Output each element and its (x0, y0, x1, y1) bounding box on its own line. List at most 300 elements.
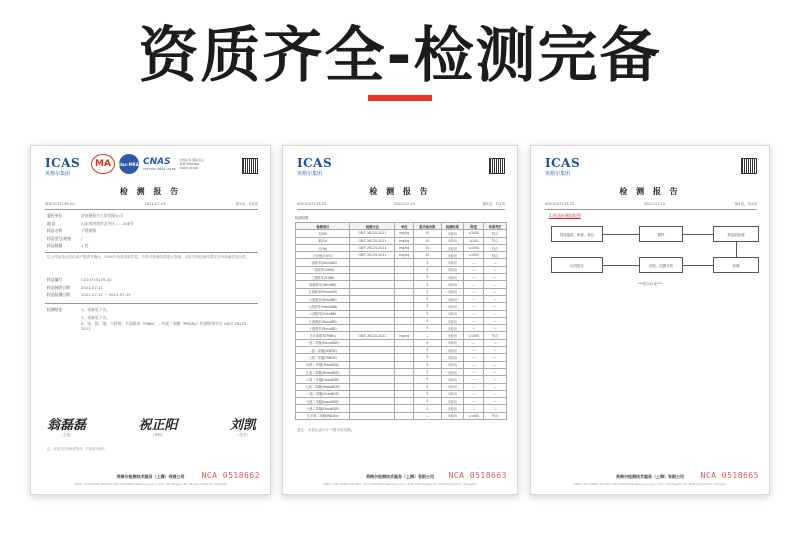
table-cell: 三溴二苯醚(TriBDE) (296, 354, 350, 361)
field-row: 样品型号/规格 / (47, 235, 83, 241)
table-cell (350, 368, 395, 375)
table-cell: — (484, 274, 507, 281)
flow-box-test: 检测 (713, 257, 759, 273)
table-row (296, 288, 507, 295)
table-cell: GB/T 26125-2011 (350, 244, 395, 251)
table-cell: 未检出 (441, 295, 464, 302)
signatures (47, 414, 256, 438)
table-cell: 未检出 (441, 376, 464, 383)
table-cell: — (484, 288, 507, 295)
table-cell: — (484, 354, 507, 361)
table-cell: — (484, 317, 507, 324)
nca-serial: NCA 0518662 (201, 471, 260, 480)
column-header: 限值 (464, 223, 484, 230)
table-cell (350, 354, 395, 361)
table-cell: ≤1000 (464, 230, 484, 237)
accreditation-marks (91, 154, 207, 174)
table-cell: — (484, 398, 507, 405)
table-cell: — (484, 368, 507, 375)
table-cell: — (414, 332, 441, 339)
flow-arrow (683, 234, 713, 235)
table-row (296, 361, 507, 368)
table-cell: — (464, 274, 484, 281)
table-cell: 符合 (484, 237, 507, 244)
logo-text: ICAS (545, 156, 581, 170)
table-cell: — (464, 405, 484, 412)
table-cell (395, 390, 414, 397)
table-row (296, 303, 507, 310)
report-date: 2021-07-13 (144, 202, 166, 206)
table-cell: — (464, 295, 484, 302)
table-row (296, 412, 507, 419)
table-cell (395, 376, 414, 383)
report-number: SHC2107139-22 (297, 202, 327, 206)
result-line: 3、铅、镉、锡、六价铬、多溴联苯（PBBs）、多溴二苯醚（PBDEs）检测结果符合 GB/T 26125-2011 (81, 321, 248, 331)
field-row: 样品接收日期 2021-07-11 (47, 284, 104, 290)
table-cell: — (484, 347, 507, 354)
table-row (296, 317, 507, 324)
table-cell (350, 317, 395, 324)
table-cell: GB/T 26125-2011 (350, 332, 395, 339)
table-cell: — (464, 376, 484, 383)
icas-logo (545, 156, 580, 177)
table-cell: 未检出 (441, 274, 464, 281)
table-cell (350, 361, 395, 368)
table-cell: 5 (414, 281, 441, 288)
results-block (47, 306, 256, 331)
table-cell: 符合 (484, 230, 507, 237)
report-title: 检 测 报 告 (619, 187, 681, 196)
table-cell (395, 281, 414, 288)
table-cell: mg/kg (395, 332, 414, 339)
table-cell: 5 (414, 376, 441, 383)
logo-cn: 英格尔集团 (45, 171, 71, 177)
table-cell: mg/kg (395, 252, 414, 259)
icas-logo (45, 156, 80, 177)
divider (45, 209, 258, 210)
table-cell: — (464, 339, 484, 346)
table-cell: 二溴二苯醚(DiBDE) (296, 347, 350, 354)
field-row: 委托单位 济南德星兴工贸有限公司 (47, 213, 123, 218)
table-cell (350, 303, 395, 310)
table-row (296, 339, 507, 346)
table-cell: ≤100 (464, 237, 484, 244)
table-cell: 5 (414, 354, 441, 361)
flow-arrow (603, 234, 639, 235)
company-address: Office: 021-54461 TEL/FAX: 021-57440578 www.icas.org.cn Add: 101 Pingjian Rd, Minhang District, Shanghai (323, 482, 477, 486)
field-row: 样品数量 1 套 (47, 243, 89, 248)
nca-serial: NCA 0518663 (448, 471, 507, 480)
table-cell: 10 (414, 237, 441, 244)
report-end-note: ***报告结束*** (638, 282, 662, 286)
table-cell: — (484, 361, 507, 368)
table-cell: 未检出 (441, 339, 464, 346)
table-cell: 一溴二苯醚(MonoBDE) (296, 339, 350, 346)
table-cell: 未检出 (441, 354, 464, 361)
table-cell: 未检出 (441, 398, 464, 405)
table-cell (395, 405, 414, 412)
table-cell: 未检出 (441, 412, 464, 419)
table-cell: — (464, 281, 484, 288)
table-cell: 二溴联苯(DiBB) (296, 266, 350, 273)
table-cell: — (464, 368, 484, 375)
table-cell: 一溴联苯(MonoBB) (296, 259, 350, 266)
table-cell (395, 339, 414, 346)
table-cell: — (464, 325, 484, 332)
field-row: 地 址 山东省济南市北中区……108号 (47, 220, 134, 226)
logo-cn: 英格尔集团 (545, 171, 571, 177)
table-cell: 三溴联苯(TriBB) (296, 274, 350, 281)
table-cell: — (484, 295, 507, 302)
table-cell: 四溴二苯醚(TetraBDE) (296, 361, 350, 368)
table-cell: 5 (414, 317, 441, 324)
page-number: 第2页，共4页 (482, 202, 505, 206)
signature-tester: 翁磊磊 (47, 418, 87, 433)
column-header: 检测方法 (350, 223, 395, 230)
field-row: 样品检测日期 2021-07-11 ~ 2021-07-19 (47, 292, 131, 297)
table-cell: 七溴二苯醚(HeptaBDE) (296, 383, 350, 390)
table-row (296, 281, 507, 288)
flow-box-prep: 制样 (639, 226, 683, 242)
table-cell (395, 412, 414, 419)
table-cell: GB/T 26125-2011 (350, 230, 395, 237)
table-cell: — (464, 259, 484, 266)
report-date: 2021-07-13 (643, 202, 665, 206)
table-cell: 5 (414, 398, 441, 405)
table-cell (395, 288, 414, 295)
table-cell: 未检出 (441, 259, 464, 266)
table-cell: 未检出 (441, 244, 464, 251)
table-cell: 符合 (484, 244, 507, 251)
result-line: 1、请参见下页。 (81, 307, 110, 312)
table-cell: 总多溴二苯醚(PBDEs) (296, 412, 350, 419)
table-cell: 5 (414, 405, 441, 412)
table-cell: — (414, 412, 441, 419)
report-page-2 (282, 145, 518, 495)
table-cell: 未检出 (441, 288, 464, 295)
table-cell: mg/kg (395, 230, 414, 237)
table-row (296, 390, 507, 397)
table-cell: 5 (414, 310, 441, 317)
flowchart-caption: 1.样品检测流程图 (549, 213, 581, 218)
table-cell: 5 (414, 361, 441, 368)
table-cell: — (484, 376, 507, 383)
table-row (296, 274, 507, 281)
icas-logo (297, 156, 332, 177)
qr-code-icon (741, 158, 757, 174)
signature-reviewer: 祝正阳 (138, 418, 178, 433)
report-page-1 (30, 145, 271, 495)
table-cell: 五溴联苯(PentaBB) (296, 288, 350, 295)
table-cell: 铅/Pb (296, 230, 350, 237)
table-cell: — (464, 383, 484, 390)
report-meta (297, 202, 505, 207)
table-cell: 未检出 (441, 332, 464, 339)
signature-caption: （签发） (235, 433, 250, 437)
table-cell: 未检出 (441, 252, 464, 259)
column-header: 报告检出限 (414, 223, 441, 230)
table-cell: 镉/Cd (296, 237, 350, 244)
table-caption: 检测结果： (295, 216, 312, 220)
qr-code-icon (242, 158, 258, 174)
table-cell: 5 (414, 295, 441, 302)
headline-underline (368, 95, 432, 101)
flow-arrow (683, 265, 713, 266)
table-cell (350, 259, 395, 266)
table-row (296, 230, 507, 237)
table-cell: 5 (414, 347, 441, 354)
table-cell: 九溴联苯(NonaBB) (296, 317, 350, 324)
table-cell: — (484, 266, 507, 273)
signature-approver: 刘凯 (229, 418, 256, 433)
report-title: 检 测 报 告 (369, 187, 431, 196)
table-cell: — (484, 383, 507, 390)
table-cell: GB/T 26125-2011 (350, 237, 395, 244)
field-row: 样品名称 不锈钢锅 (47, 228, 97, 233)
table-cell: — (464, 390, 484, 397)
column-header: 检测项目 (296, 223, 350, 230)
table-cell: — (464, 354, 484, 361)
table-row (296, 376, 507, 383)
table-cell (350, 295, 395, 302)
table-cell: — (464, 317, 484, 324)
page-number: 第4页，共4页 (734, 202, 757, 206)
logo-text: ICAS (45, 156, 81, 170)
table-cell: 未检出 (441, 281, 464, 288)
table-cell: 符合 (484, 332, 507, 339)
table-cell: 未检出 (441, 266, 464, 273)
table-cell: 未检出 (441, 310, 464, 317)
divider (45, 303, 258, 304)
table-cell: 未检出 (441, 361, 464, 368)
table-cell: — (464, 361, 484, 368)
table-cell: ≤1000 (464, 412, 484, 419)
table-cell: 5 (414, 266, 441, 273)
table-cell: 汞/Hg (296, 244, 350, 251)
table-cell: — (484, 390, 507, 397)
table-cell: — (484, 259, 507, 266)
table-note: 备注：未检出表示小于报告检出限。 (297, 428, 355, 432)
table-cell: 10 (414, 244, 441, 251)
table-cell (395, 354, 414, 361)
table-cell: 六溴联苯(HexaBB) (296, 295, 350, 302)
table-row (296, 383, 507, 390)
report-date: 2021-07-13 (393, 202, 415, 206)
table-cell: 未检出 (441, 368, 464, 375)
cnas-mark: CNAS (143, 157, 171, 167)
flow-box-receive: 样品接收、核查、登记 (551, 226, 603, 242)
table-cell: — (464, 398, 484, 405)
table-cell: — (464, 347, 484, 354)
table-cell: 5 (414, 368, 441, 375)
table-cell (350, 325, 395, 332)
flow-arrow (736, 242, 737, 257)
divider (545, 209, 757, 210)
table-cell (350, 310, 395, 317)
table-cell: 八溴二苯醚(OctaBDE) (296, 390, 350, 397)
table-cell: GB/T 26125-2011 (350, 252, 395, 259)
table-cell: ≤1000 (464, 252, 484, 259)
table-cell (350, 347, 395, 354)
company-address: Office: 021-54461 TEL/FAX: 021-57440578 www.icas.org.cn Add: 101 Pingjian Rd, Minhang District, Shanghai (74, 482, 227, 486)
report-meta (45, 202, 258, 207)
nca-serial: NCA 0518665 (700, 471, 759, 480)
results-table (295, 222, 507, 420)
table-cell (350, 266, 395, 273)
table-cell: ≤1000 (464, 332, 484, 339)
page-headline: 资质齐全-检测完备 (138, 21, 662, 91)
table-cell: 未检出 (441, 405, 464, 412)
table-row (296, 368, 507, 375)
table-cell (395, 259, 414, 266)
table-cell (395, 317, 414, 324)
company-address: Office: 021-54461 TEL/FAX: 021-57440578 www.icas.org.cn Add: 101 Pingjian Rd, Minhang District, Shanghai (573, 482, 727, 486)
table-cell (395, 274, 414, 281)
table-cell: 未检出 (441, 317, 464, 324)
table-cell: 5 (414, 383, 441, 390)
column-header: 结果判定 (484, 223, 507, 230)
table-cell: — (484, 281, 507, 288)
table-row (296, 398, 507, 405)
table-cell: 5 (414, 288, 441, 295)
sample-fields (47, 276, 256, 299)
table-cell: 未检出 (441, 383, 464, 390)
table-cell: 未检出 (441, 237, 464, 244)
table-cell (350, 398, 395, 405)
cma-mark: MA (91, 154, 115, 174)
table-cell: — (484, 405, 507, 412)
table-row (296, 259, 507, 266)
table-cell: mg/kg (395, 244, 414, 251)
table-cell (350, 376, 395, 383)
table-cell (395, 347, 414, 354)
client-notice: 以上样品及信息由客户提供并确认，ICAS不负责其真实性。不得对检测结果进行复制，本报告的检测结果仅对所检测样品负责。 (47, 255, 250, 259)
table-header-row (296, 223, 507, 230)
table-cell: 八溴联苯(OctaBB) (296, 310, 350, 317)
report-meta (545, 202, 757, 207)
table-cell (395, 295, 414, 302)
table-row (296, 295, 507, 302)
flow-box-pretreat: 样品前处理 (713, 226, 759, 242)
table-cell: 5 (414, 274, 441, 281)
table-row (296, 310, 507, 317)
table-cell: 七溴联苯(HeptaBB) (296, 303, 350, 310)
table-cell: mg/kg (395, 237, 414, 244)
table-cell (350, 412, 395, 419)
table-cell: 5 (414, 259, 441, 266)
table-cell (350, 405, 395, 412)
table-cell: 总多溴联苯(PBBs) (296, 332, 350, 339)
divider (297, 209, 505, 210)
table-row (296, 237, 507, 244)
logo-text: ICAS (297, 156, 333, 170)
table-cell: 六溴二苯醚(HexaBDE) (296, 376, 350, 383)
result-line: 2、请参见下页。 (81, 314, 110, 320)
table-cell: — (484, 325, 507, 332)
table-cell (350, 281, 395, 288)
table-cell: 十溴联苯(DecaBB) (296, 325, 350, 332)
column-header: 检测结果 (441, 223, 464, 230)
table-row (296, 244, 507, 251)
table-row (296, 347, 507, 354)
table-cell: — (464, 310, 484, 317)
table-cell: — (484, 339, 507, 346)
table-cell: 六价铬/Cr(VI) (296, 252, 350, 259)
flow-arrow (603, 265, 639, 266)
table-cell: 未检出 (441, 303, 464, 310)
table-cell: — (464, 303, 484, 310)
report-page-3 (530, 145, 770, 495)
cnas-caption: TESTING CNAS L5198 (143, 167, 176, 171)
logo-cn: 英格尔集团 (297, 171, 323, 177)
table-cell (350, 390, 395, 397)
table-cell (395, 383, 414, 390)
company-name: 英格尔检测技术服务（上海）有限公司 (116, 474, 185, 479)
ilac-mark: ilac-MRA (119, 154, 139, 174)
table-cell: 未检出 (441, 230, 464, 237)
table-row (296, 266, 507, 273)
table-cell: — (464, 288, 484, 295)
table-cell: 5 (414, 339, 441, 346)
table-row (296, 405, 507, 412)
table-cell: 未检出 (441, 347, 464, 354)
field-row: 样品编号 C210713139-22 (47, 277, 112, 282)
table-cell (350, 274, 395, 281)
company-name: 英格尔检测技术服务（上海）有限公司 (366, 474, 434, 479)
report-note: 注：本报告仅对来样负责，不得部分复印。 (47, 447, 108, 451)
flow-box-analysis: 试验、仪器分析 (639, 257, 683, 273)
table-row (296, 354, 507, 361)
table-cell: 5 (414, 303, 441, 310)
client-fields (47, 212, 256, 250)
divider (45, 252, 258, 253)
table-cell: — (484, 303, 507, 310)
table-cell (395, 266, 414, 273)
table-cell: 10 (414, 230, 441, 237)
table-cell (395, 325, 414, 332)
results-label: 检测结论 (47, 307, 63, 312)
table-cell (395, 361, 414, 368)
table-cell: 五溴二苯醚(PentaBDE) (296, 368, 350, 375)
table-cell (395, 303, 414, 310)
table-cell (395, 310, 414, 317)
flow-box-report: 出具报告 (551, 257, 603, 273)
company-name: 英格尔检测技术服务（上海）有限公司 (616, 474, 684, 479)
column-header: 单位 (395, 223, 414, 230)
table-cell: 符合 (484, 412, 507, 419)
table-cell: 5 (414, 390, 441, 397)
report-number: SHC2107139-22 (45, 202, 75, 206)
table-cell: 未检出 (441, 390, 464, 397)
table-cell: — (484, 310, 507, 317)
table-cell (395, 368, 414, 375)
page-number: 第1页，共4页 (235, 202, 258, 206)
table-row (296, 252, 507, 259)
report-title: 检 测 报 告 (119, 187, 182, 196)
table-cell (350, 288, 395, 295)
table-cell: — (464, 266, 484, 273)
table-cell: 九溴二苯醚(NonaBDE) (296, 398, 350, 405)
report-number: SHC2107139-22 (545, 202, 575, 206)
table-cell: 符合 (484, 252, 507, 259)
table-cell (395, 398, 414, 405)
table-cell: 5 (414, 325, 441, 332)
table-row (296, 332, 507, 339)
table-cell (350, 339, 395, 346)
signature-caption: （审核） (150, 433, 165, 437)
signature-caption: （主检） (59, 433, 74, 437)
accreditation-text: 中国认可 国际互认 检测 TESTING CNAS L5198 (179, 158, 205, 170)
